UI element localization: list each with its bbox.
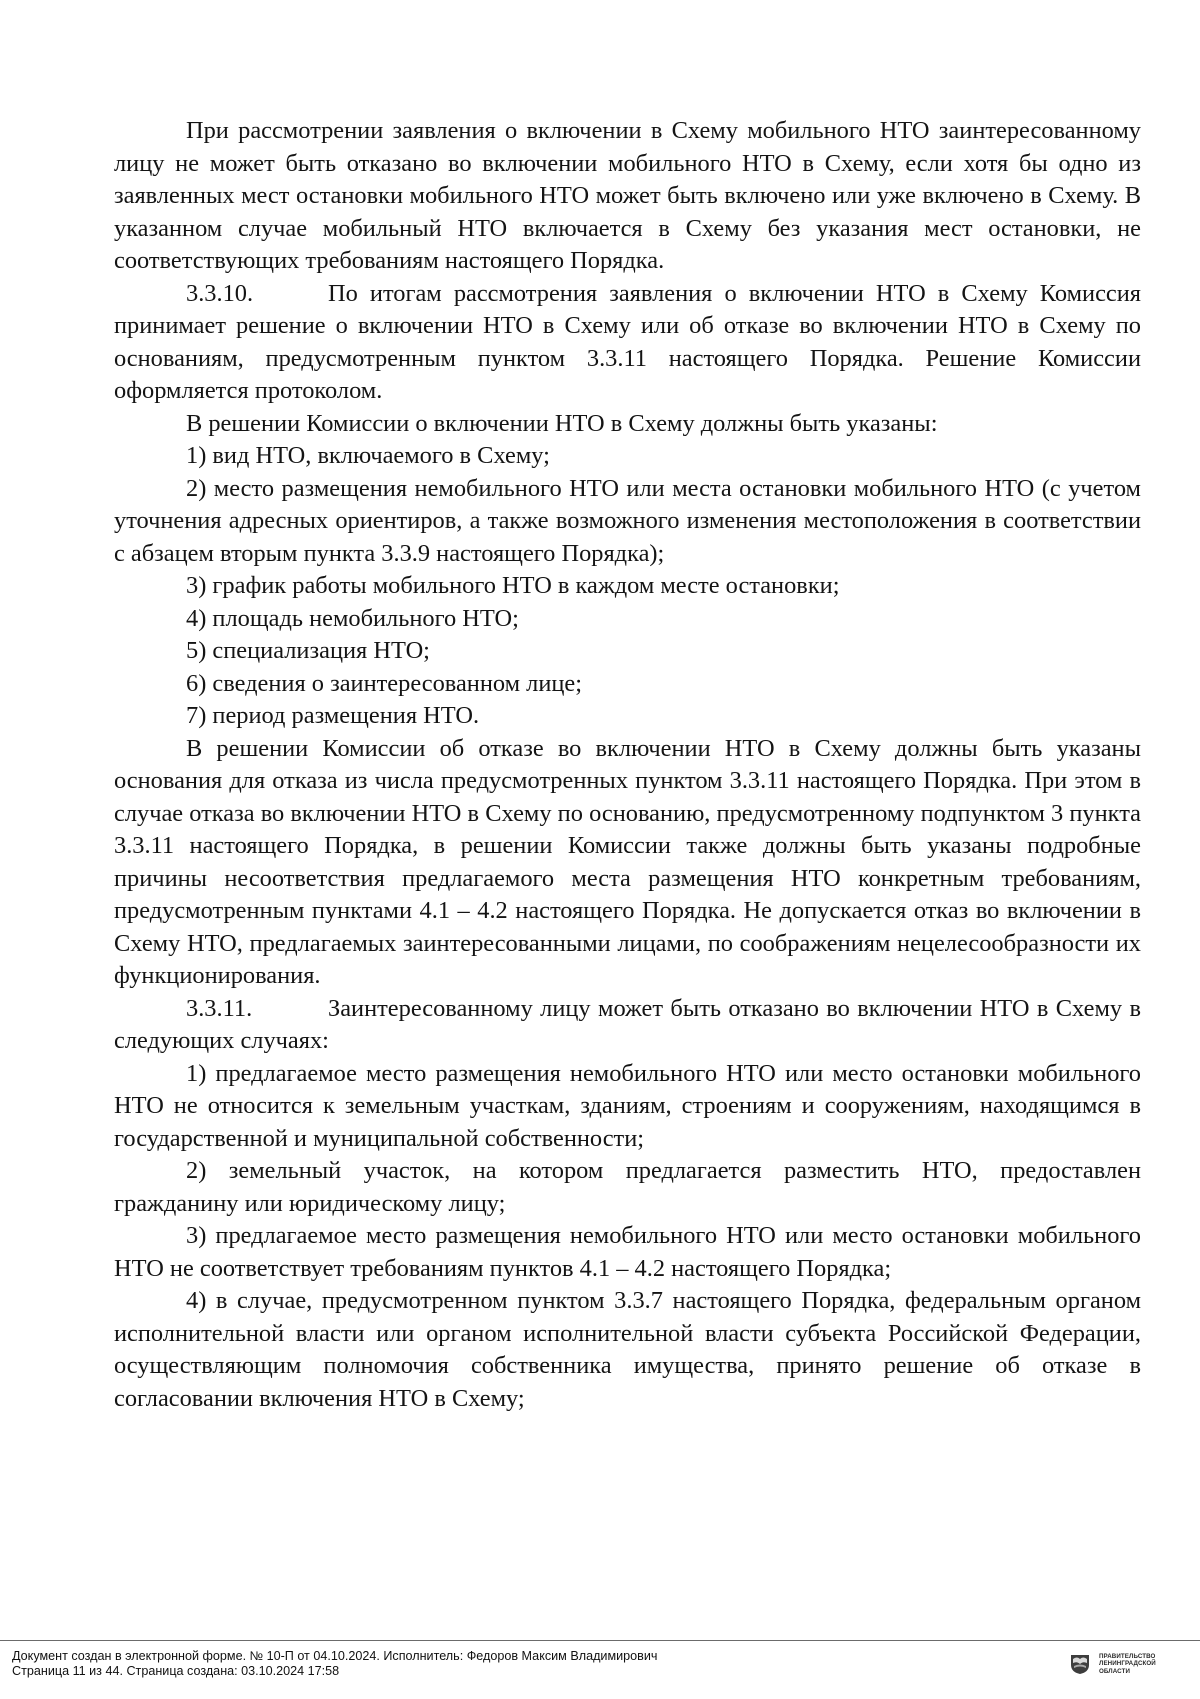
document-footer bbox=[0, 1640, 1200, 1699]
coat-of-arms-icon bbox=[1069, 1653, 1091, 1675]
list-item: 3) график работы мобильного НТО в каждом месте остановки; bbox=[186, 572, 840, 599]
government-name: ПРАВИТЕЛЬСТВО ЛЕНИНГРАДСКОЙ ОБЛАСТИ bbox=[1099, 1653, 1156, 1675]
list-item: 3) предлагаемое место размещения немобильного НТО или место остановки мобильного НТО не соответствует требованиям пунктов 4.1 – 4.2 настоящего Порядка; bbox=[114, 1222, 1141, 1282]
paragraph: В решении Комиссии об отказе во включении НТО в Схему должны быть указаны основания для отказа из числа предусмотренных пунктом 3.3.11 настоящего Порядка. При этом в случае отказа во включении НТО в Схему по основанию, предусмотренному подпунктом 3 пункта 3.3.11 настоящего Порядка, в решении Комиссии также должны быть указаны подробные причины несоответствия предлагаемого места размещения НТО конкретным требованиям, предусмотренным пунктами 4.1 – 4.2 настоящего Порядка. Не допускается отказ во включении в Схему НТО, предлагаемых заинтересованными лицами, по соображениям нецелесообразности их функционирования. bbox=[114, 734, 1141, 989]
clause-number: 3.3.11. bbox=[186, 994, 253, 1022]
list-item: 1) вид НТО, включаемого в Схему; bbox=[186, 442, 550, 469]
list-item: 1) предлагаемое место размещения немобильного НТО или место остановки мобильного НТО не относится к земельным участкам, зданиям, строениям и сооружениям, находящимся в государственной и муниципальной собственности; bbox=[114, 1059, 1141, 1152]
paragraph: При рассмотрении заявления о включении в Схему мобильного НТО заинтересованному лицу не может быть отказано во включении мобильного НТО в Схему, если хотя бы одно из заявленных мест остановки мобильного НТО может быть включено или уже включено в Схему. В указанном случае мобильный НТО включается в Схему без указания мест остановки, не соответствующих требованиям настоящего Порядка. bbox=[114, 117, 1141, 274]
list-item: 6) сведения о заинтересованном лице; bbox=[186, 669, 583, 697]
clause-number: 3.3.10. bbox=[186, 279, 254, 307]
list-item: 7) период размещения НТО. bbox=[186, 702, 480, 729]
document-body bbox=[114, 115, 1141, 1415]
list-item: 5) специализация НТО; bbox=[186, 637, 430, 664]
paragraph-numbered: 3.3.10. По итогам рассмотрения заявления о включении НТО в Схему Комиссия принимает решение о включении НТО в Схему или об отказе во включении НТО в Схему по основаниям, предусмотренным пунктом 3.3.11 настоящего Порядка. Решение Комиссии оформляется протоколом. bbox=[114, 279, 1141, 404]
paragraph-numbered: 3.3.11. Заинтересованному лицу может быть отказано во включении НТО в Схему в следующих случаях: bbox=[114, 994, 1141, 1054]
list-item: 2) земельный участок, на котором предлагается разместить НТО, предоставлен гражданину или юридическому лицу; bbox=[114, 1157, 1141, 1217]
paragraph: В решении Комиссии о включении НТО в Схему должны быть указаны: bbox=[186, 409, 938, 437]
list-item: 2) место размещения немобильного НТО или места остановки мобильного НТО (с учетом уточнения адресных ориентиров, а также возможного изменения местоположения в соответствии с абзацем вторым пункта 3.3.9 настоящего Порядка); bbox=[114, 474, 1141, 567]
footer-line-document: Документ создан в электронной форме. № 10-П от 04.10.2024. Исполнитель: Федоров Максим Владимирович bbox=[12, 1649, 658, 1663]
footer-line-page: Страница 11 из 44. Страница создана: 03.10.2024 17:58 bbox=[12, 1664, 340, 1678]
list-item: 4) площадь немобильного НТО; bbox=[186, 604, 519, 632]
list-item: 4) в случае, предусмотренном пунктом 3.3.7 настоящего Порядка, федеральным органом исполнительной власти или органом исполнительной власти субъекта Российской Федерации, осуществляющим полномочия собственника имущества, принято решение об отказе в согласовании включения НТО в Схему; bbox=[114, 1287, 1141, 1412]
government-logo bbox=[1069, 1653, 1161, 1675]
footer-metadata bbox=[12, 1649, 657, 1679]
